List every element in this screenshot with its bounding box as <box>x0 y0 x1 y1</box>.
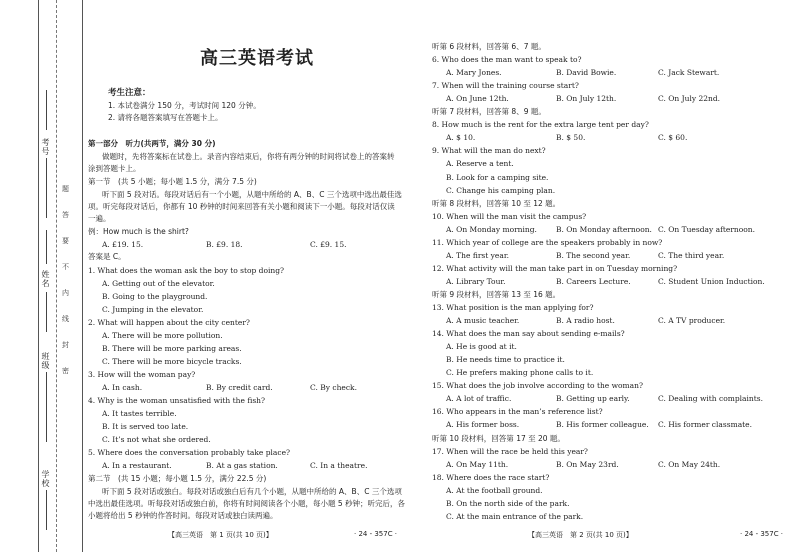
question: 16. Who appears in the man’s reference list? <box>432 407 603 417</box>
option: B. On Monday afternoon. <box>556 224 652 234</box>
margin-char: 封 <box>62 341 69 349</box>
material-heading: 听第 7 段材料，回答第 8、9 题。 <box>432 107 546 117</box>
question: 10. When will the man visit the campus? <box>432 211 587 221</box>
page-2 <box>432 0 796 552</box>
margin-char: 线 <box>62 315 69 323</box>
margin-label-exam-number: 考号 <box>41 138 50 156</box>
option: C. It’s not what she ordered. <box>102 435 211 444</box>
option: C. He prefers making phone calls to it. <box>446 368 594 378</box>
notice-heading: 考生注意： <box>108 88 151 98</box>
question: 5. Where does the conversation probably take place? <box>88 448 291 457</box>
notice-item: 2. 请将各题答案填写在答题卡上。 <box>108 113 223 122</box>
page-title: 高三英语考试 <box>200 48 314 69</box>
margin-char: 内 <box>62 289 69 297</box>
material-heading: 听第 9 段材料，回答第 13 至 16 题。 <box>432 289 561 299</box>
margin-rule <box>82 0 83 552</box>
option: A. At the football ground. <box>446 485 543 495</box>
question: 2. What will happen about the city center? <box>88 318 250 327</box>
option: B. It is served too late. <box>102 422 189 431</box>
option: A. Reserve a tent. <box>446 159 514 169</box>
option: C. Jack Stewart. <box>658 68 720 78</box>
option: C. Jumping in the elevator. <box>102 305 204 314</box>
option: A. A music teacher. <box>446 316 520 326</box>
blank-line <box>46 372 47 442</box>
option: A. On May 11th. <box>446 459 509 469</box>
question: 11. Which year of college are the speakers probably in now? <box>432 237 663 247</box>
option: C. $ 60. <box>658 133 688 143</box>
page-1 <box>88 0 426 552</box>
question: 3. How will the woman pay? <box>88 370 196 379</box>
option: C. By check. <box>310 383 357 392</box>
margin-label-name: 姓名 <box>41 270 50 288</box>
margin-label-class: 班级 <box>41 352 50 370</box>
material-heading: 听第 6 段材料，回答第 6、7 题。 <box>432 42 546 51</box>
margin-char: 要 <box>62 237 69 245</box>
question: 18. Where does the race start? <box>432 472 550 482</box>
blank-line <box>46 292 47 332</box>
option: C. On July 22nd. <box>658 94 721 104</box>
question: 8. How much is the rent for the extra large tent per day? <box>432 120 649 130</box>
option: B. Careers Lecture. <box>556 276 631 286</box>
question: 1. What does the woman ask the boy to stop doing? <box>88 266 285 275</box>
material-heading: 听第 8 段材料，回答第 10 至 12 题。 <box>432 198 561 208</box>
margin-rule <box>38 0 39 552</box>
option: B. There will be more parking areas. <box>102 344 242 353</box>
option: A. The first year. <box>446 250 509 260</box>
option: C. The third year. <box>658 250 725 260</box>
question: 13. What position is the man applying for? <box>432 303 594 312</box>
option: B. His former colleague. <box>556 420 649 430</box>
instruction-line: 做题时，先将答案标在试卷上。录音内容结束后，你将有两分钟的时间将试卷上的答案转 <box>102 152 395 161</box>
blank-line <box>46 90 47 130</box>
option: C. His former classmate. <box>658 420 752 430</box>
option: A. There will be more pollution. <box>102 331 223 340</box>
page-code: · 24 - 357C · <box>740 530 784 538</box>
margin-char: 题 <box>62 185 69 193</box>
option: B. He needs time to practice it. <box>446 355 565 365</box>
option: A. He is good at it. <box>446 342 517 352</box>
blank-line <box>46 158 47 218</box>
material-heading: 听第 10 段材料，回答第 17 至 20 题。 <box>432 433 565 443</box>
option: A. A lot of traffic. <box>446 394 512 404</box>
margin-char: 密 <box>62 367 69 375</box>
question: 9. What will the man do next? <box>432 146 546 156</box>
option: C. Student Union Induction. <box>658 276 765 286</box>
section-heading: 第一节 (共 5 小题；每小题 1.5 分，满分 7.5 分) <box>88 177 257 186</box>
instruction-line: 涂到答题卡上。 <box>88 164 141 173</box>
example-option: A. £19. 15. <box>102 240 144 249</box>
example-answer: 答案是 C。 <box>88 252 126 261</box>
example-option: C. £9. 15. <box>310 240 347 249</box>
option: B. Look for a camping site. <box>446 172 549 182</box>
option: C. There will be more bicycle tracks. <box>102 357 242 366</box>
option: A. In cash. <box>102 383 143 392</box>
page-code: · 24 - 357C · <box>354 530 398 538</box>
option: A. $ 10. <box>446 133 476 143</box>
option: A. On June 12th. <box>446 94 509 104</box>
option: A. It tastes terrible. <box>102 409 177 418</box>
option: B. On July 12th. <box>556 94 617 104</box>
instruction-line: 一遍。 <box>88 214 111 223</box>
example-option: B. £9. 18. <box>206 240 243 249</box>
option: A. Library Tour. <box>446 276 506 286</box>
section-heading: 第二节 (共 15 小题；每小题 1.5 分，满分 22.5 分) <box>88 474 267 483</box>
question: 14. What does the man say about sending e-mails? <box>432 329 625 339</box>
example-question: 例：How much is the shirt? <box>88 227 189 236</box>
instruction-line: 小题将给出 5 秒钟的作答时间。每段对话或独白读两遍。 <box>88 511 278 520</box>
option: A. On Monday morning. <box>446 224 537 234</box>
option: B. The second year. <box>556 250 631 260</box>
page-footer: 【高三英语 第 1 页(共 10 页)】 <box>168 531 273 539</box>
instruction-line: 听下面 5 段对话或独白。每段对话或独白后有几个小题，从题中所给的 A、B、C 三个选项 <box>102 487 402 496</box>
question: 15. What does the job involve according to the woman? <box>432 381 643 391</box>
option: C. Change his camping plan. <box>446 185 556 195</box>
option: B. David Bowie. <box>556 68 617 78</box>
option: C. Dealing with complaints. <box>658 394 763 404</box>
question: 4. Why is the woman unsatisfied with the fish? <box>88 396 266 405</box>
option: C. On Tuesday afternoon. <box>658 224 755 234</box>
question: 17. When will the race be held this year? <box>432 446 588 456</box>
option: B. At a gas station. <box>206 461 278 470</box>
option: B. A radio host. <box>556 316 615 326</box>
question: 6. Who does the man want to speak to? <box>432 55 582 65</box>
blank-line <box>46 230 47 264</box>
notice-item: 1. 本试卷满分 150 分，考试时间 120 分钟。 <box>108 101 261 110</box>
option: C. In a theatre. <box>310 461 368 470</box>
binding-margin <box>0 0 86 552</box>
page-footer: 【高三英语 第 2 页(共 10 页)】 <box>528 531 633 539</box>
instruction-line: 项。听完每段对话后，你都有 10 秒钟的时间来回答有关小题和阅读下一小题。每段对话仅读 <box>88 202 395 211</box>
option: B. $ 50. <box>556 133 586 143</box>
option: C. On May 24th. <box>658 459 721 469</box>
margin-char: 不 <box>62 263 69 271</box>
margin-label-school: 学校 <box>41 470 50 488</box>
option: A. His former boss. <box>446 420 520 430</box>
option: A. Getting out of the elevator. <box>102 279 215 288</box>
margin-cut-line <box>56 0 57 552</box>
option: C. A TV producer. <box>658 316 726 326</box>
question: 7. When will the training course start? <box>432 81 579 91</box>
option: B. Getting up early. <box>556 394 630 404</box>
instruction-line: 听下面 5 段对话。每段对话后有一个小题，从题中所给的 A、B、C 三个选项中选出最佳选 <box>102 190 402 199</box>
instruction-line: 中选出最佳选项。听每段对话或独白前，你将有时间阅读各个小题，每小题 5 秒钟；听完后，各 <box>88 499 406 508</box>
question: 12. What activity will the man take part in on Tuesday morning? <box>432 263 678 273</box>
option: B. By credit card. <box>206 383 273 392</box>
option: B. On May 23rd. <box>556 459 619 469</box>
option: A. Mary Jones. <box>446 68 502 78</box>
option: B. Going to the playground. <box>102 292 208 301</box>
part-heading: 第一部分 听力(共两节，满分 30 分) <box>88 139 216 148</box>
option: C. At the main entrance of the park. <box>446 511 584 521</box>
margin-char: 答 <box>62 211 69 219</box>
option: A. In a restaurant. <box>102 461 172 470</box>
blank-line <box>46 490 47 530</box>
option: B. On the north side of the park. <box>446 498 570 508</box>
